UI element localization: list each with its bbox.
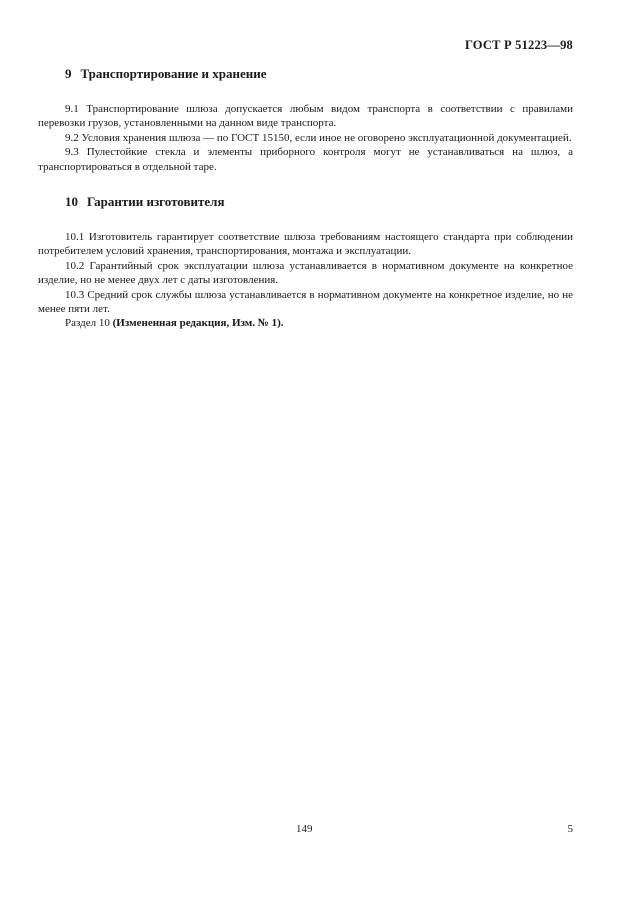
document-body bbox=[38, 66, 573, 331]
paragraph-9-3: 9.3 Пулестойкие стекла и элементы приборного контроля могут не устанавливаться на шлюз, а транспортироваться в отдельной таре. bbox=[38, 146, 573, 173]
paragraph-9-1: 9.1 Транспортирование шлюза допускается любым видом транспорта в соответствии с правилами перевозки грузов, установленными на данном виде транспорта. bbox=[38, 103, 573, 130]
paragraph-9-2: 9.2 Условия хранения шлюза — по ГОСТ 15150, если иное не оговорено эксплуатационной документацией. bbox=[65, 131, 572, 144]
section-spacer bbox=[38, 174, 573, 194]
section-9-number: 9 bbox=[65, 66, 72, 81]
section-10-heading bbox=[65, 194, 573, 210]
page-number: 149 bbox=[296, 823, 313, 835]
document-standard-code: ГОСТ Р 51223—98 bbox=[464, 38, 573, 52]
section-10-title: Гарантии изготовителя bbox=[87, 194, 225, 210]
paragraph-10-2: 10.2 Гарантийный срок эксплуатации шлюза устанавливается в нормативном документе на конкретное изделие, но не менее двух лет с даты изготовления. bbox=[38, 259, 573, 287]
section-9-title: Транспортирование и хранение bbox=[80, 66, 267, 81]
section-10-number: 10 bbox=[65, 194, 78, 210]
paragraph-10-1: 10.1 Изготовитель гарантирует соответствие шлюза требованиям настоящего стандарта при соблюдении потребителем условий хранения, транспортирования, монтажа и эксплуатации. bbox=[38, 231, 573, 258]
section-9-heading bbox=[65, 66, 573, 82]
sheet-number: 5 bbox=[567, 823, 573, 835]
amendment-note-prefix: Раздел 10 bbox=[65, 317, 113, 330]
amendment-note bbox=[38, 316, 573, 330]
paragraph-10-3: 10.3 Средний срок службы шлюза устанавливается в нормативном документе на конкретное изделие, но не менее пяти лет. bbox=[38, 288, 573, 316]
amendment-note-bold: (Измененная редакция, Изм. № 1). bbox=[112, 317, 284, 330]
